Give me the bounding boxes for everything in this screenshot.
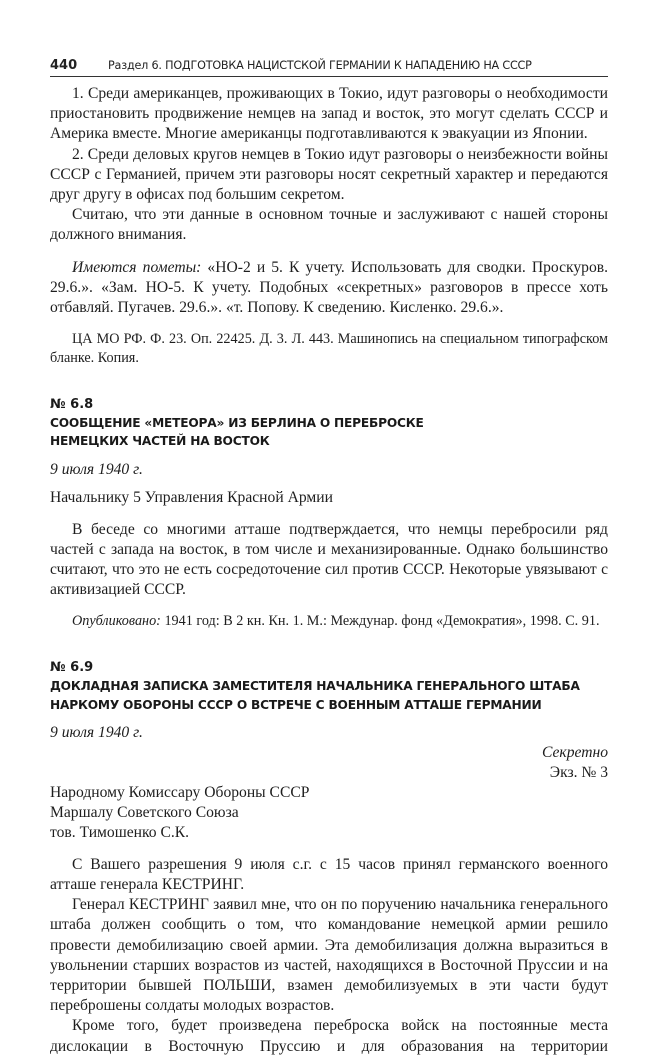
document-date: 9 июля 1940 г. (50, 723, 143, 741)
document-title-line: СООБЩЕНИЕ «МЕТЕОРА» ИЗ БЕРЛИНА О ПЕРЕБРОСКЕ (50, 416, 424, 431)
addressee-line: Народному Комиссару Обороны СССР (50, 783, 310, 801)
addressee: Начальнику 5 Управления Красной Армии (50, 488, 333, 506)
published-label: Опубликовано: (72, 613, 161, 630)
paragraph: 2. Среди деловых кругов немцев в Токио идут разговоры о неизбежности войны СССР с Германией, причем эти разговоры носят секретный характер и передаются друг другу в офисах под большим секретом. (50, 145, 608, 204)
document-number: № 6.9 (50, 660, 94, 676)
addressee-line: Маршалу Советского Союза (50, 803, 239, 821)
previous-document-body (50, 84, 608, 246)
section-title: Раздел 6. ПОДГОТОВКА НАЦИСТСКОЙ ГЕРМАНИИ К НАПАДЕНИЮ НА СССР (108, 59, 532, 72)
annotations-label: Имеются пометы: (72, 258, 202, 276)
annotations-note (50, 258, 608, 319)
document-heading-6-8 (50, 396, 608, 450)
document-title-line: НЕМЕЦКИХ ЧАСТЕЙ НА ВОСТОК (50, 434, 270, 449)
annotations-text: «НО-2 и 5. К учету. Использовать для сводки. Проскуров. 29.6.». «Зам. НО-5. К учету. Подобных «секретных» разговоров в прессе хоть отбавляй. Пугачев. 29.6.». «т. Попову. К сведению. Кисленко. 29.6.». (50, 258, 609, 317)
book-page (50, 58, 608, 1057)
paragraph: 1. Среди американцев, проживающих в Токио, идут разговоры о необходимости приостановить продвижение немцев на запад и восток, это могут сделать СССР и Америка вместе. Многие американцы подготавливаются к эвакуации из Японии. (50, 85, 608, 143)
paragraph: С Вашего разрешения 9 июля с.г. с 15 часов принял германского военного атташе генерала КЕСТРИНГ. (50, 855, 608, 894)
page-number: 440 (50, 58, 78, 73)
publication-note (50, 612, 608, 631)
archival-reference: ЦА МО РФ. Ф. 23. Оп. 22425. Д. 3. Л. 443. Машинопись на специальном типографском бланке. Копия. (50, 331, 608, 367)
document-heading-6-9 (50, 659, 608, 713)
classification-label: Секретно (541, 743, 608, 761)
copy-number: Экз. № 3 (549, 763, 608, 781)
paragraph: Кроме того, будет произведена переброска войск на постоянные места дислокации в Восточную Пруссию и для образования на территории (50, 1017, 608, 1055)
document-title-line: ДОКЛАДНАЯ ЗАПИСКА ЗАМЕСТИТЕЛЯ НАЧАЛЬНИКА ГЕНЕРАЛЬНОГО ШТАБА (50, 679, 580, 694)
paragraph: В беседе со многими атташе подтверждается, что немцы перебросили ряд частей с запада на восток, в том числе и механизированные. Однако большинство считают, что это не есть сосредоточение сил против СССР. Некоторые увязывают с активизацией СССР. (50, 520, 608, 599)
document-date: 9 июля 1940 г. (50, 460, 143, 478)
running-head (50, 58, 608, 77)
paragraph: Считаю, что эти данные в основном точные и заслуживают с нашей стороны должного внимания. (50, 206, 608, 244)
published-text: 1941 год: В 2 кн. Кн. 1. М.: Междунар. фонд «Демократия», 1998. С. 91. (160, 613, 600, 630)
classification-block (50, 743, 608, 783)
document-title-line: НАРКОМУ ОБОРОНЫ СССР О ВСТРЕЧЕ С ВОЕННЫМ АТТАШЕ ГЕРМАНИИ (50, 697, 542, 712)
addressee-line: тов. Тимошенко С.К. (50, 823, 190, 841)
document-number: № 6.8 (50, 397, 94, 413)
document-6-9-body (50, 855, 608, 1057)
addressee-block (50, 783, 608, 843)
paragraph: Генерал КЕСТРИНГ заявил мне, что он по поручению начальника генерального штаба должен сообщить о том, что командование немецкой армии решило провести демобилизацию своей армии. Эта демобилизация должна выразиться в увольнении старших возрастов из частей, находящихся в Восточной Пруссии и на территории бывшей ПОЛЬШИ, взамен демобилизуемых в эти части будут переброшены солдаты молодых возрастов. (50, 896, 608, 1015)
